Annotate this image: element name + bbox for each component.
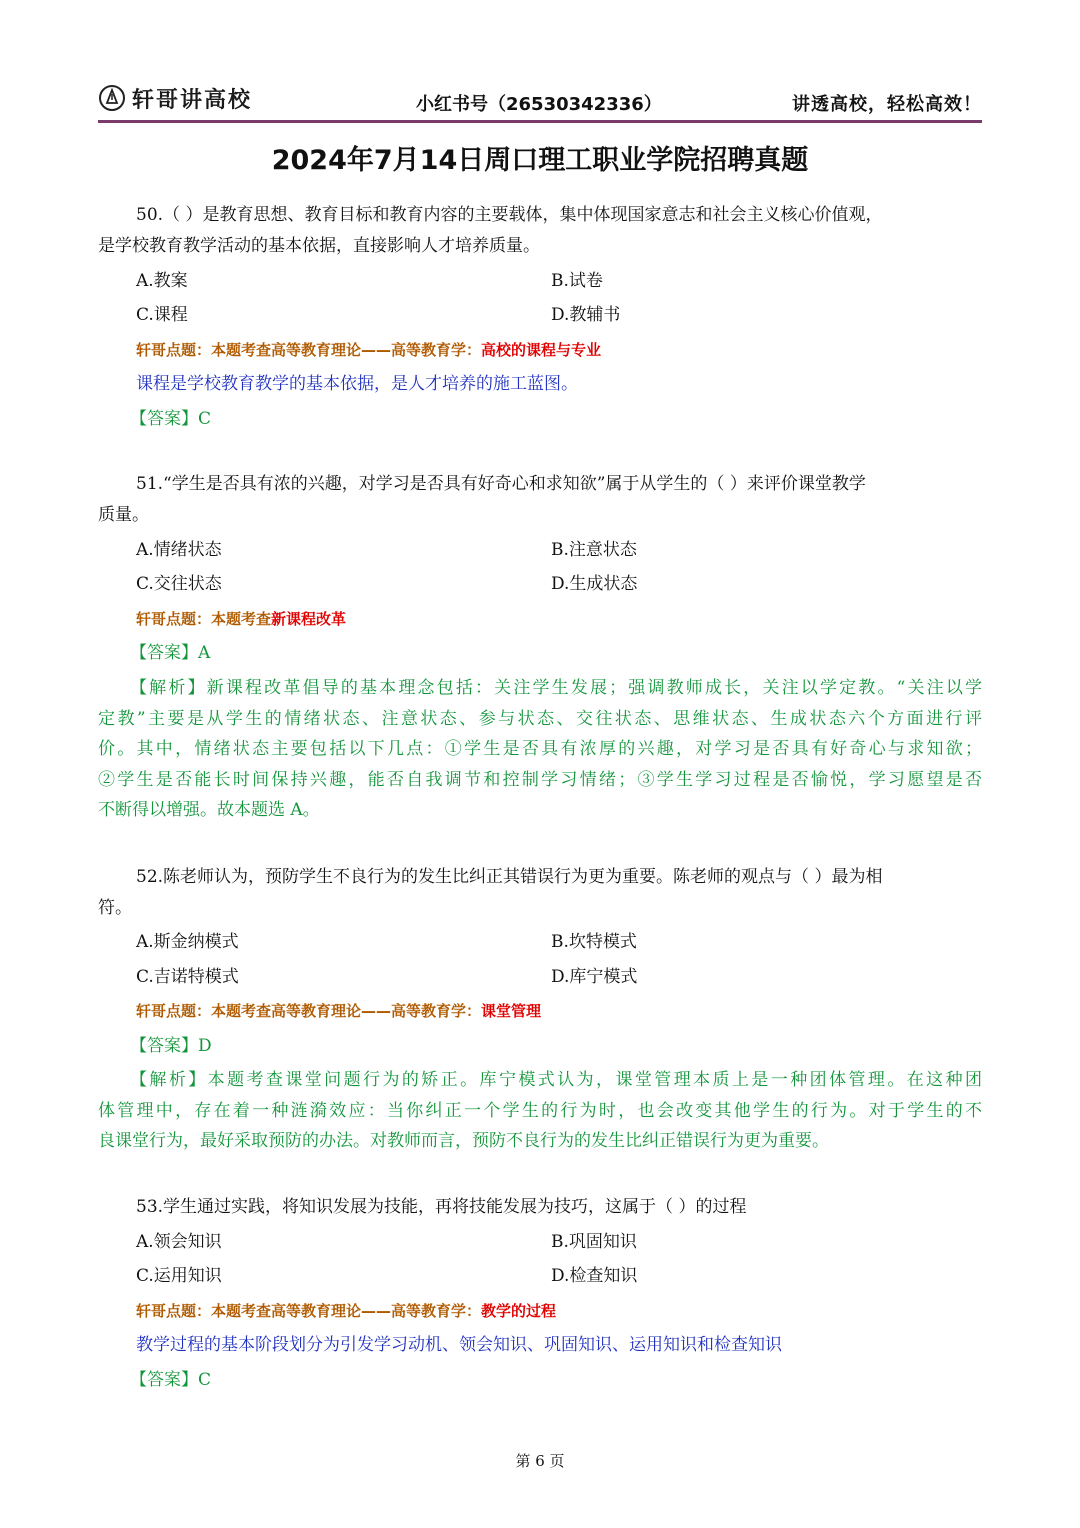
- question-53-hint: [136, 1300, 556, 1322]
- question-50-option-b: B.试卷: [551, 271, 603, 291]
- page-header: [98, 78, 982, 122]
- analysis-line: 体管理中，存在着一种涟漪效应：当你纠正一个学生的行为时，也会改变其他学生的行为。对于学生的不: [98, 1100, 982, 1121]
- question-51-option-c: C.交往状态: [136, 574, 222, 594]
- question-51-analysis: [98, 673, 982, 826]
- question-53-answer: 【答案】C: [130, 1370, 212, 1390]
- brand-name: 轩哥讲高校: [132, 87, 253, 113]
- question-53-option-c: C.运用知识: [136, 1266, 222, 1286]
- question-53-note: 教学过程的基本阶段划分为引发学习动机、领会知识、巩固知识、运用知识和检查知识: [136, 1335, 782, 1355]
- question-50-option-d: D.教辅书: [551, 305, 621, 325]
- slogan: 讲透高校，轻松高效！: [792, 94, 982, 115]
- question-53-stem: 53.学生通过实践，将知识发展为技能，再将技能发展为技巧，这属于（ ）的过程: [136, 1197, 747, 1217]
- question-50-hint: [136, 339, 601, 361]
- question-52-option-d: D.库宁模式: [551, 967, 638, 987]
- question-51-stem-line2: 质量。: [98, 505, 149, 525]
- question-51-option-d: D.生成状态: [551, 574, 638, 594]
- hint-topic: 高校的课程与专业: [481, 341, 602, 359]
- hint-prefix: 轩哥点题：本题考查高等教育理论——高等教育学：: [136, 341, 482, 359]
- hint-topic: 教学的过程: [481, 1302, 557, 1320]
- question-51-hint: [136, 608, 346, 630]
- question-52-stem-line1: 52.陈老师认为，预防学生不良行为的发生比纠正其错误行为更为重要。陈老师的观点与（ ）最为相: [136, 867, 883, 887]
- question-52-answer: 【答案】D: [130, 1036, 212, 1056]
- question-50-stem-line2: 是学校教育教学活动的基本依据，直接影响人才培养质量。: [98, 236, 540, 256]
- hint-prefix: 轩哥点题：本题考查: [136, 610, 272, 628]
- question-53-option-d: D.检查知识: [551, 1266, 638, 1286]
- question-52-option-c: C.吉诺特模式: [136, 967, 239, 987]
- analysis-line: 【解析】本题考查课堂问题行为的矫正。库宁模式认为，课堂管理本质上是一种团体管理。在这种团: [130, 1070, 982, 1090]
- question-52-stem-line2: 符。: [98, 898, 132, 918]
- analysis-line: 定教”主要是从学生的情绪状态、注意状态、参与状态、交往状态、思维状态、生成状态六个方面进行评: [98, 708, 982, 729]
- hint-topic: 课堂管理: [481, 1002, 542, 1020]
- question-53-option-b: B.巩固知识: [551, 1232, 637, 1252]
- analysis-line: ②学生是否能长时间保持兴趣，能否自我调节和控制学习情绪；③学生学习过程是否愉悦，学习愿望是否: [98, 769, 982, 790]
- question-51-option-b: B.注意状态: [551, 540, 637, 560]
- pen-nib-icon: [98, 84, 126, 112]
- analysis-line: 价。其中，情绪状态主要包括以下几点：①学生是否具有浓厚的兴趣，对学习是否具有好奇心与求知欲；: [98, 739, 982, 759]
- question-50-stem-line1: 50.（ ）是教育思想、教育目标和教育内容的主要载体，集中体现国家意志和社会主义核心价值观，: [136, 205, 883, 225]
- analysis-line: 【解析】新课程改革倡导的基本理念包括：关注学生发展；强调教师成长，关注以学定教。“关注以学: [130, 678, 982, 698]
- question-50-answer: 【答案】C: [130, 409, 212, 429]
- question-53-option-a: A.领会知识: [136, 1232, 222, 1252]
- analysis-line: 不断得以增强。故本题选 A。: [98, 800, 320, 820]
- account-id: 小红书号（26530342336）: [416, 94, 662, 115]
- question-51-option-a: A.情绪状态: [136, 540, 222, 560]
- hint-prefix: 轩哥点题：本题考查高等教育理论——高等教育学：: [136, 1002, 482, 1020]
- brand-logo: [98, 80, 252, 116]
- question-52-analysis: [98, 1065, 982, 1157]
- header-divider: [98, 120, 982, 123]
- question-50-option-a: A.教案: [136, 271, 188, 291]
- question-50-option-c: C.课程: [136, 305, 188, 325]
- question-51-stem-line1: 51.“学生是否具有浓的兴趣，对学习是否具有好奇心和求知欲”属于从学生的（ ）来评价课堂教学: [136, 474, 866, 494]
- question-52-option-b: B.坎特模式: [551, 932, 637, 952]
- question-51-answer: 【答案】A: [130, 643, 211, 663]
- question-52-option-a: A.斯金纳模式: [136, 932, 239, 952]
- question-52-hint: [136, 1000, 541, 1022]
- page-title: 2024年7月14日周口理工职业学院招聘真题: [271, 145, 809, 176]
- hint-prefix: 轩哥点题：本题考查高等教育理论——高等教育学：: [136, 1302, 482, 1320]
- page-number: 第 6 页: [515, 1452, 565, 1470]
- analysis-line: 良课堂行为，最好采取预防的办法。对教师而言，预防不良行为的发生比纠正错误行为更为重要。: [98, 1131, 829, 1151]
- hint-topic: 新课程改革: [271, 610, 347, 628]
- question-50-note: 课程是学校教育教学的基本依据，是人才培养的施工蓝图。: [136, 374, 578, 394]
